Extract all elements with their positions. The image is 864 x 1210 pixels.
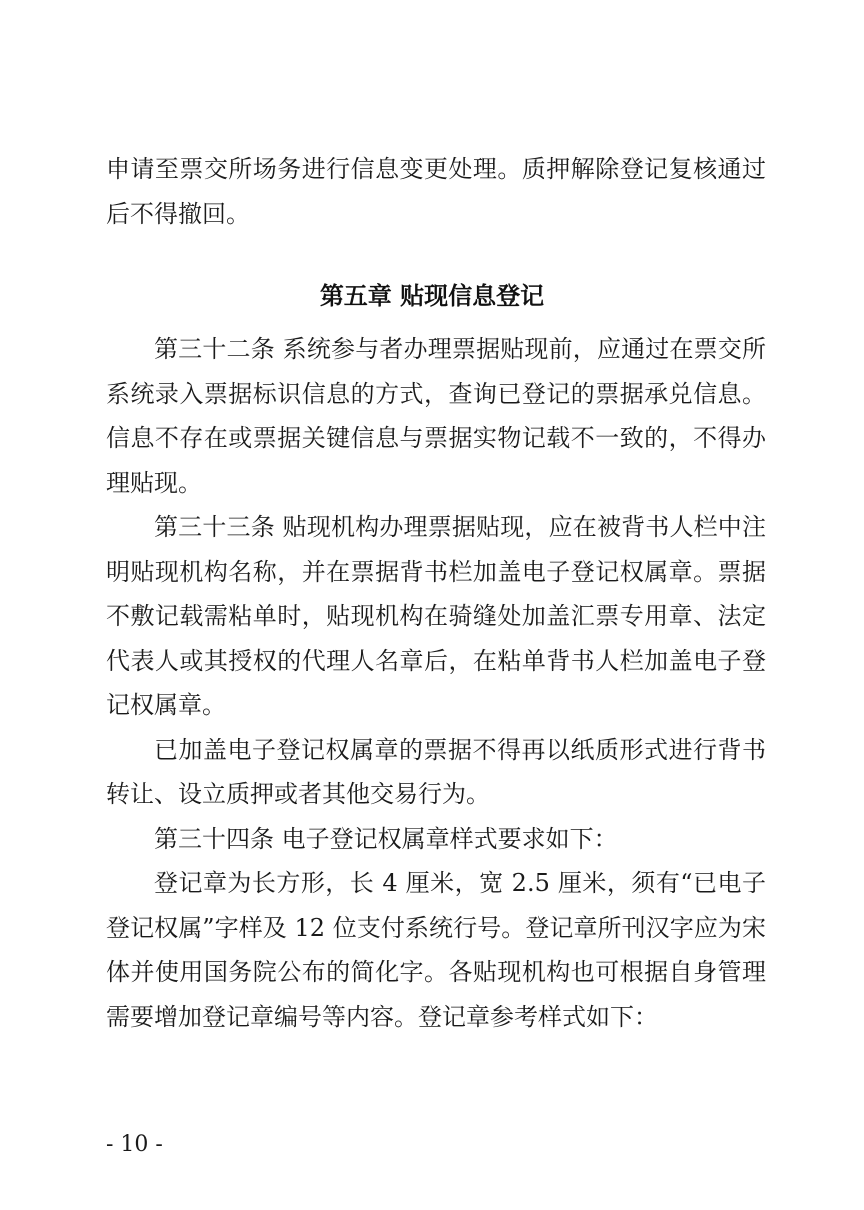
article-32-paragraph: 第三十二条 系统参与者办理票据贴现前，应通过在票交所系统录入票据标识信息的方式，查询已登记的票据承兑信息。信息不存在或票据关键信息与票据实物记载不一致的，不得办理贴现。 — [106, 335, 766, 497]
article-33-paragraph: 第三十三条 贴现机构办理票据贴现，应在被背书人栏中注明贴现机构名称，并在票据背书栏加盖电子登记权属章。票据不敷记载需粘单时，贴现机构在骑缝处加盖汇票专用章、法定代表人或其授权的代理人名章后，在粘单背书人栏加盖电子登记权属章。 — [106, 513, 766, 719]
article-34-subparagraph: 登记章为长方形，长 4 厘米，宽 2.5 厘米，须有“已电子登记权属”字样及 12 位支付系统行号。登记章所刊汉字应为宋体并使用国务院公布的简化字。各贴现机构也可根据自身管理需要增加登记章编号等内容。登记章参考样式如下： — [106, 869, 766, 1031]
chapter-body — [106, 327, 766, 1039]
page-number: - 10 - — [106, 1132, 163, 1157]
continued-paragraph — [106, 147, 766, 236]
article-34-paragraph: 第三十四条 电子登记权属章样式要求如下： — [154, 824, 618, 853]
article-33-subparagraph: 已加盖电子登记权属章的票据不得再以纸质形式进行背书转让、设立质押或者其他交易行为。 — [106, 735, 766, 808]
chapter-heading: 第五章 贴现信息登记 — [319, 282, 545, 310]
paragraph-continuation: 申请至票交所场务进行信息变更处理。质押解除登记复核通过后不得撤回。 — [106, 155, 766, 228]
